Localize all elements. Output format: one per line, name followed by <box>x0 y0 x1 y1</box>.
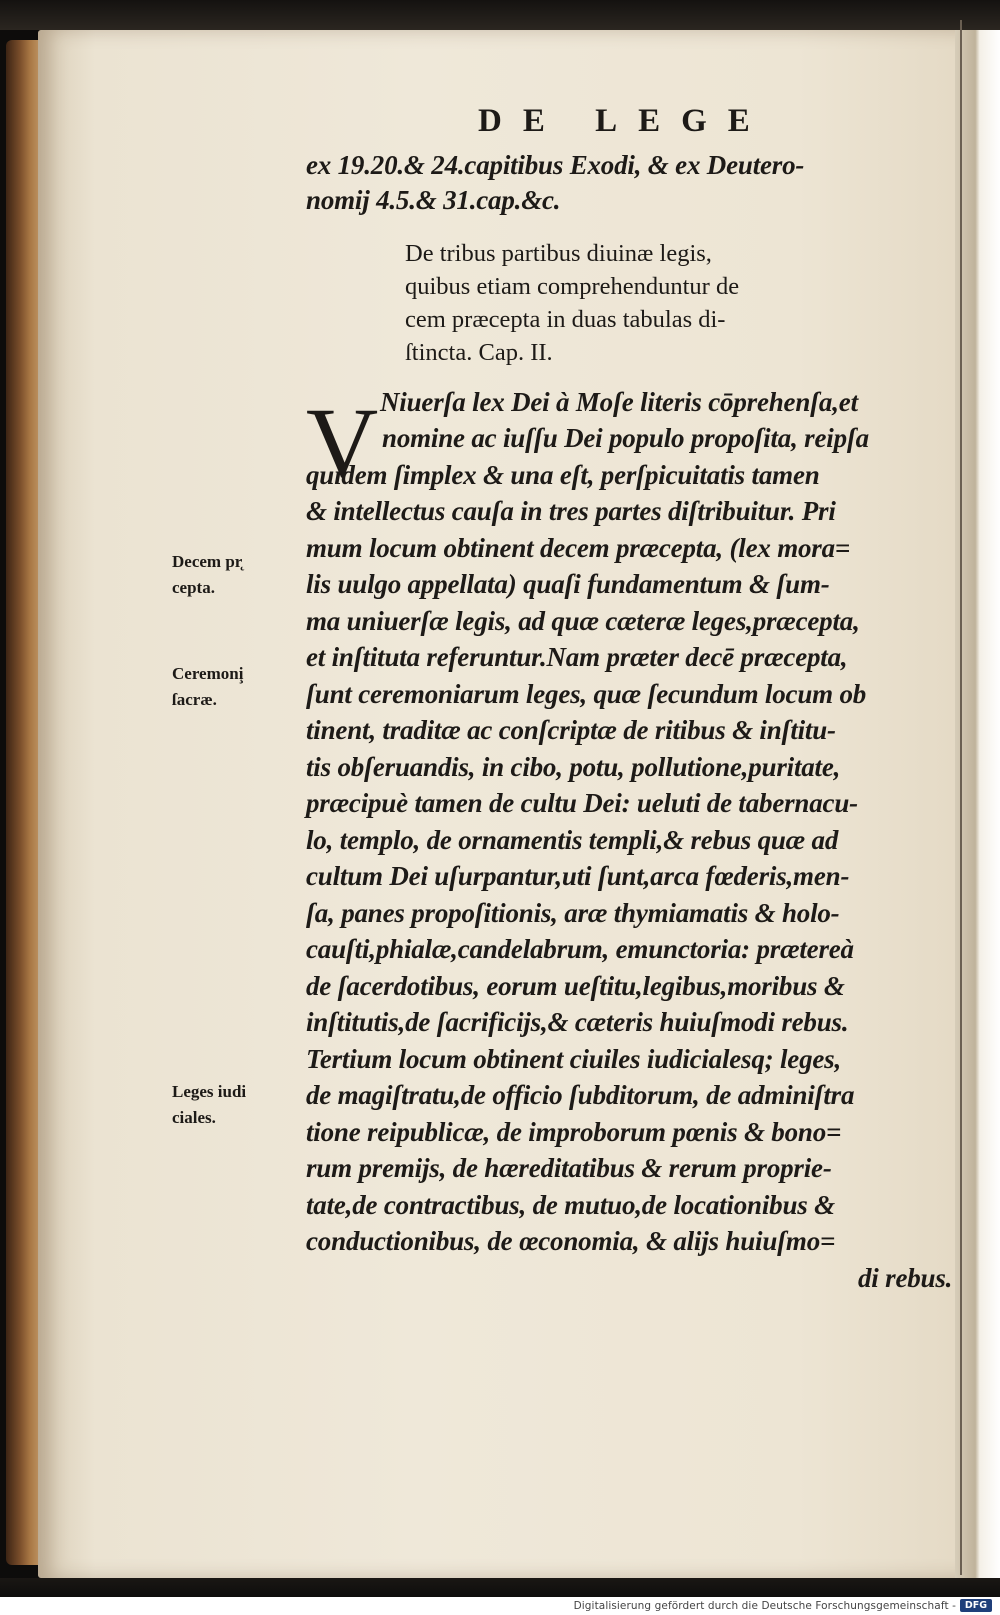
body-line: lo, templo, de ornamentis templi,& rebus quæ ad <box>306 825 839 855</box>
body-line: lis uulgo appellata) quaſi fundamentum & ſum‑ <box>306 569 830 599</box>
body-line: mum locum obtinent decem præcepta, (lex mora= <box>306 533 851 563</box>
margin-note-line: ciales. <box>172 1108 216 1127</box>
body-line: ma uniuerſæ legis, ad quæ cæteræ leges,præcepta, <box>306 606 860 636</box>
body-line: & intellectus cauſa in tres partes diſtribuitur. Pri <box>306 496 836 526</box>
drop-cap-initial: V <box>306 387 379 498</box>
body-line: conductionibus, de œconomia, & alijs huiuſmo= <box>306 1226 836 1256</box>
chapter-heading-line: De tribus partibus diuinæ legis, <box>405 240 712 267</box>
chapter-heading-line: quibus etiam comprehenduntur de <box>405 273 740 300</box>
body-line: inſtitutis,de ſacrificijs,& cæteris huiuſmodi rebus. <box>306 1007 849 1037</box>
body-line: ſa, panes propoſitionis, aræ thymiamatis & holo‑ <box>306 898 840 928</box>
scan-background-top <box>0 0 1000 30</box>
body-line: cauſti,phialæ,candelabrum, emunctoria: prætereà <box>306 934 854 964</box>
body-line: rum premijs, de hæreditatibus & rerum proprie‑ <box>306 1153 832 1183</box>
body-line: nomine ac iuſſu Dei populo propoſita, reipſa <box>382 423 869 453</box>
margin-note-line: cepta. <box>172 578 215 597</box>
body-line: Tertium locum obtinent ciuiles iudicialesq; leges, <box>306 1044 842 1074</box>
body-line: tate,de contractibus, de mutuo,de locationibus & <box>306 1190 835 1220</box>
body-line: tinent, traditæ ac conſcriptæ de ritibus & inſtitu- <box>306 715 836 745</box>
scan-background-bottom <box>0 1578 1000 1597</box>
body-line: cultum Dei uſurpantur,uti ſunt,arca fœderis,men‑ <box>306 861 850 891</box>
scan-gutter-line <box>960 20 962 1575</box>
body-line: tione reipublicæ, de improborum pœnis & bono= <box>306 1117 842 1147</box>
dfg-logo-icon: DFG <box>960 1599 992 1612</box>
running-head: DE LEGE <box>478 103 771 139</box>
body-line: Niuerſa lex Dei à Moſe literis cōprehenſa,et <box>380 387 858 417</box>
body-line: de ſacerdotibus, eorum ueſtitu,legibus,moribus & <box>306 971 845 1001</box>
chapter-heading-line: cem præcepta in duas tabulas di- <box>405 306 726 333</box>
intro-line: ex 19.20.& 24.capitibus Exodi, & ex Deutero‑ <box>306 150 805 180</box>
body-line: ſunt ceremoniarum leges, quæ ſecundum locum ob <box>306 679 867 709</box>
body-line: tis obſeruandis, in cibo, potu, pollutione,puritate, <box>306 752 841 782</box>
body-line: quidem ſimplex & una eſt, perſpicuitatis tamen <box>306 460 820 490</box>
body-line: di rebus. <box>858 1263 953 1293</box>
margin-note-line: Decem pr̨ <box>172 552 243 571</box>
footer-credit: Digitalisierung gefördert durch die Deutsche Forschungsgemeinschaft - <box>573 1600 956 1612</box>
chapter-heading-line: ſtincta. Cap. II. <box>405 339 553 366</box>
body-line: et inſtituta referuntur.Nam præter decē præcepta, <box>306 642 848 672</box>
margin-note-line: Leges iudi <box>172 1082 247 1101</box>
body-line: de magiſtratu,de officio ſubditorum, de adminiſtra <box>306 1080 855 1110</box>
intro-line: nomij 4.5.& 31.cap.&c. <box>306 185 561 215</box>
body-line: præcipuè tamen de cultu Dei: ueluti de tabernacu‑ <box>306 788 858 818</box>
margin-note-line: ſacræ. <box>172 690 217 709</box>
margin-note-line: Ceremoni̧ <box>172 664 244 683</box>
